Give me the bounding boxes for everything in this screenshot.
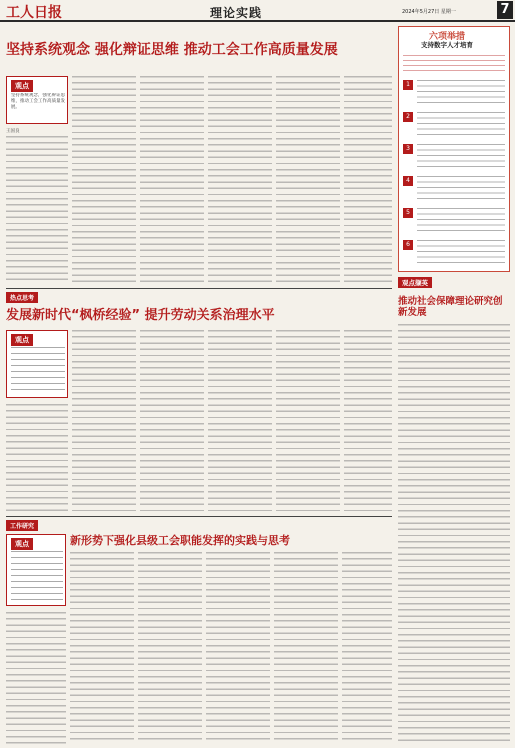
issue-date: 2024年5月27日 星期一 [402, 9, 456, 15]
work-column-2 [70, 552, 134, 744]
work-column-3 [138, 552, 202, 744]
divider [6, 288, 392, 289]
work-column-6 [342, 552, 392, 744]
sidebar-item-text [417, 240, 505, 266]
sidebar-item-number: 6 [403, 240, 413, 250]
sidebar-item-number: 3 [403, 144, 413, 154]
work-research-label: 工作研究 [6, 520, 38, 531]
article-column-1 [6, 136, 68, 284]
page-number: 7 [497, 1, 513, 19]
hotspot-column-5 [276, 330, 340, 512]
hotspot-point-box [6, 330, 68, 398]
hotspot-point-label: 观点 [11, 334, 33, 346]
article-column-4 [208, 76, 272, 284]
point-box [6, 76, 68, 124]
sidebar-item [403, 143, 505, 171]
sidebar-item-number: 2 [403, 112, 413, 122]
point-label: 观点 [11, 80, 33, 92]
work-column-5 [274, 552, 338, 744]
hotspot-headline: 发展新时代“枫桥经验” 提升劳动关系治理水平 [6, 308, 275, 323]
masthead [0, 0, 515, 22]
work-research-headline: 新形势下强化县级工会职能发挥的实践与思考 [70, 534, 290, 547]
sidebar-item-text [417, 112, 505, 138]
work-point-box [6, 534, 66, 606]
sidebar-subtitle: 支持数字人才培育 [421, 41, 473, 49]
article-column-6 [344, 76, 392, 284]
sidebar-item-number: 1 [403, 80, 413, 90]
viewpoint-label-bar [398, 276, 510, 290]
sidebar-item [403, 111, 505, 139]
sidebar-item [403, 239, 505, 267]
viewpoint-body [398, 324, 510, 744]
hotspot-column-6 [344, 330, 392, 512]
sidebar-item-text [417, 80, 505, 106]
viewpoint-label: 观点撷英 [398, 277, 432, 288]
sidebar-item [403, 175, 505, 203]
work-column-4 [206, 552, 270, 744]
section-title: 理论实践 [210, 6, 263, 20]
hotspot-label: 热点思考 [6, 292, 38, 303]
article-column-5 [276, 76, 340, 284]
byline: 王国良 [6, 129, 20, 134]
newspaper-logo: 工人日报 [6, 5, 62, 21]
divider [6, 516, 392, 517]
work-column-1 [6, 612, 66, 744]
hotspot-column-4 [208, 330, 272, 512]
sidebar-item [403, 207, 505, 235]
sidebar-box [398, 26, 510, 272]
sidebar-item [403, 79, 505, 107]
sidebar-item-number: 5 [403, 208, 413, 218]
hotspot-column-1 [6, 404, 68, 512]
main-headline: 坚持系统观念 强化辩证思维 推动工会工作高质量发展 [6, 42, 338, 58]
article-column-2 [72, 76, 136, 284]
hotspot-column-3 [140, 330, 204, 512]
point-summary: 坚持系统观念，强化辩证思维，推动工会工作高质量发展。 [11, 93, 65, 110]
sidebar-item-number: 4 [403, 176, 413, 186]
sidebar-item-text [417, 176, 505, 202]
viewpoint-headline: 推动社会保障理论研究创新发展 [398, 296, 503, 318]
sidebar-header [399, 27, 509, 51]
sidebar-item-text [417, 144, 505, 170]
work-point-label: 观点 [11, 538, 33, 550]
sidebar-title: 六项举措 [429, 32, 466, 42]
hotspot-column-2 [72, 330, 136, 512]
sidebar-intro [403, 55, 505, 75]
sidebar-item-text [417, 208, 505, 234]
article-column-3 [140, 76, 204, 284]
